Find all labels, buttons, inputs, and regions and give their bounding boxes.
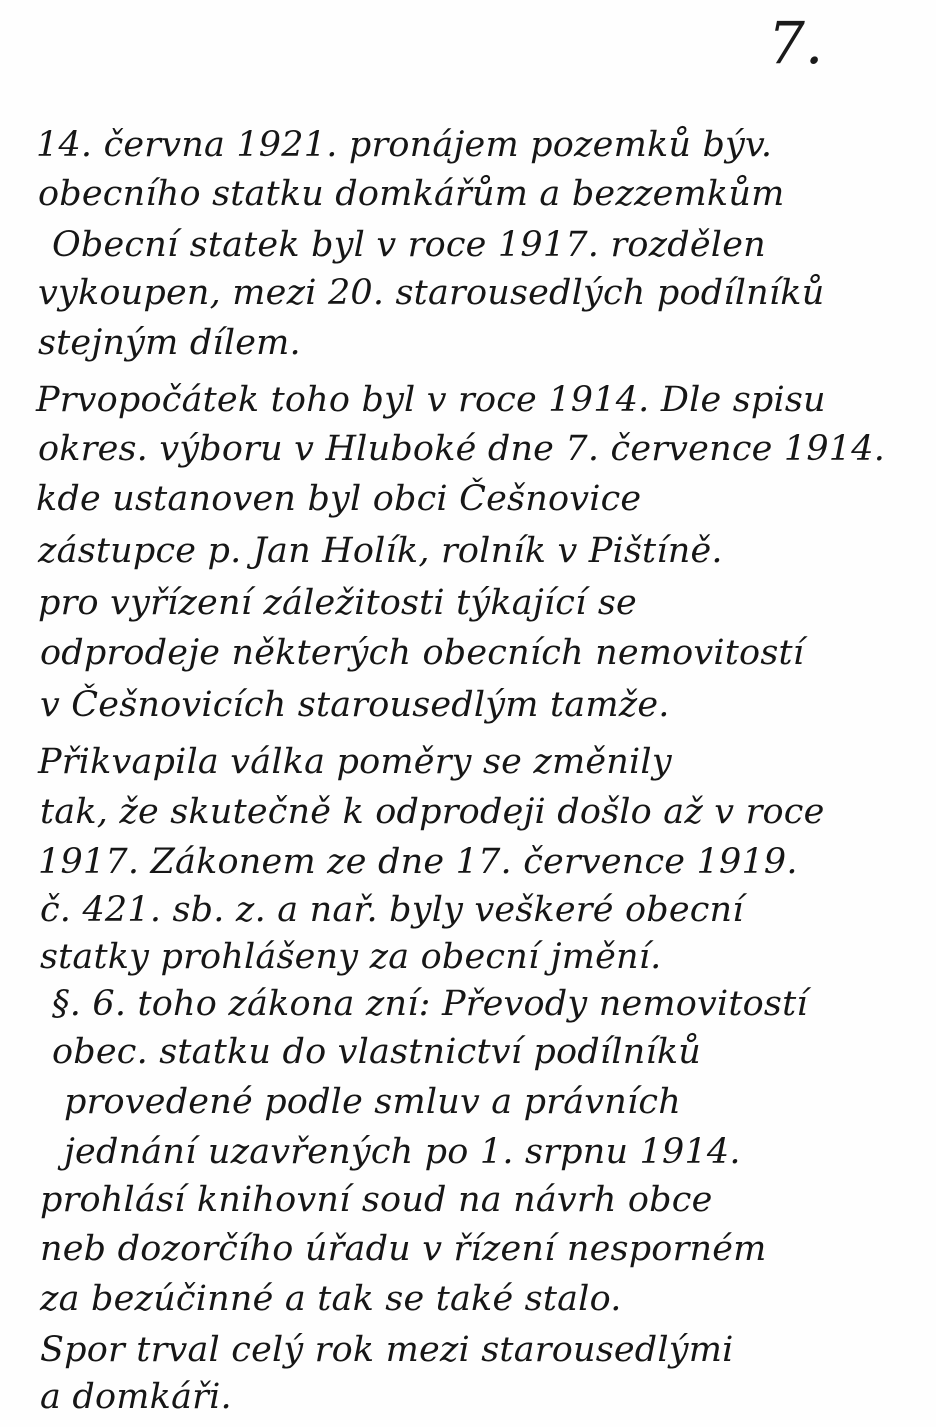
text-line: 1917. Zákonem ze dne 17. července 1919.	[38, 842, 798, 882]
text-line: Přikvapila válka poměry se změnily	[38, 742, 672, 782]
text-line: Spor trval celý rok mezi starousedlými	[40, 1330, 734, 1370]
text-line: prohlásí knihovní soud na návrh obce	[40, 1180, 713, 1220]
text-line: neb dozorčího úřadu v řízení nesporném	[40, 1229, 767, 1269]
text-line: jednání uzavřených po 1. srpnu 1914.	[64, 1132, 741, 1172]
text-line: obec. statku do vlastnictví podílníků	[52, 1032, 701, 1072]
text-line: 14. června 1921. pronájem pozemků býv.	[36, 125, 773, 165]
text-line: odprodeje některých obecních nemovitostí	[40, 633, 805, 673]
text-line: zástupce p. Jan Holík, rolník v Pištíně.	[38, 531, 723, 571]
text-line: kde ustanoven byl obci Češnovice	[36, 479, 642, 519]
text-line: §. 6. toho zákona zní: Převody nemovitostí	[52, 984, 808, 1024]
text-line: v Češnovicích starousedlým tamže.	[40, 685, 670, 725]
text-line: stejným dílem.	[38, 323, 301, 363]
text-line: statky prohlášeny za obecní jmění.	[40, 937, 662, 977]
text-line: Prvopočátek toho byl v roce 1914. Dle spisu	[36, 380, 826, 420]
page-number: 7.	[768, 9, 824, 77]
text-line: a domkáři.	[40, 1377, 232, 1417]
text-line: pro vyřízení záležitosti týkající se	[38, 583, 637, 623]
text-line: za bezúčinné a tak se také stalo.	[40, 1279, 622, 1319]
text-line: provedené podle smluv a právních	[64, 1082, 681, 1122]
text-line: č. 421. sb. z. a nař. byly veškeré obecní	[40, 890, 744, 930]
text-line: okres. výboru v Hluboké dne 7. července 1914.	[38, 429, 886, 469]
text-line: obecního statku domkářům a bezzemkům	[38, 174, 785, 214]
text-line: Obecní statek byl v roce 1917. rozdělen	[52, 225, 766, 265]
text-line: tak, že skutečně k odprodeji došlo až v roce	[40, 792, 825, 832]
text-line: vykoupen, mezi 20. starousedlých podílníků	[38, 273, 825, 313]
